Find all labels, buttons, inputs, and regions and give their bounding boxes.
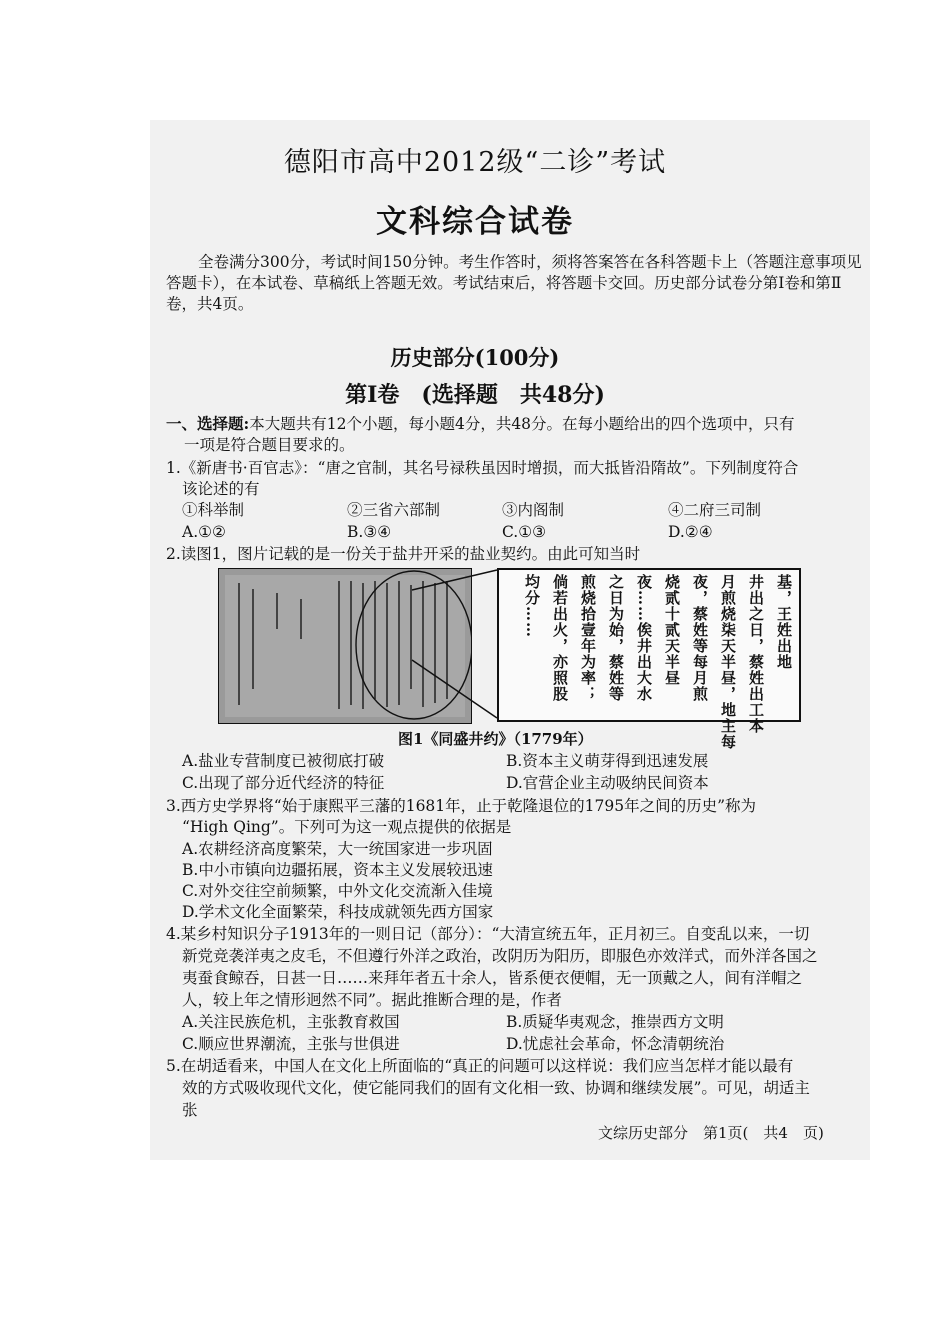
q1-stem-cont: 该论述的有 xyxy=(182,480,260,498)
transcript-column: 之日为始，蔡姓等 xyxy=(607,574,625,702)
q1-option-c: C.①③ xyxy=(502,523,547,541)
q5-stem-cont: 效的方式吸收现代文化，使它能同我们的固有文化相一致、协调和继续发展”。可见，胡适主 xyxy=(182,1079,810,1097)
q2-stem: 2.读图1，图片记载的是一份关于盐井开采的盐业契约。由此可知当时 xyxy=(166,545,641,563)
q2-option-b: B.资本主义萌芽得到迅速发展 xyxy=(506,752,709,770)
q5-stem-cont: 张 xyxy=(182,1101,198,1119)
part-title: 第Ⅰ卷 (选择题 共48分) xyxy=(345,382,605,408)
q1-item: ③内阁制 xyxy=(502,501,565,519)
q3-stem-cont: “High Qing”。下列可为这一观点提供的依据是 xyxy=(182,818,512,836)
transcript-column: 煎烧拾壹年为率； xyxy=(579,574,597,702)
q5-stem: 5.在胡适看来，中国人在文化上所面临的“真正的问题可以这样说：我们应当怎样才能以最有 xyxy=(166,1057,794,1075)
transcript-column: 倘若出火，亦照股 xyxy=(551,574,569,702)
q4-option-d: D.忧虑社会革命，怀念清朝统治 xyxy=(506,1035,725,1053)
q4-stem-cont: 新党竞袭洋夷之皮毛，不但遵行外洋之政治，改阴历为阳历，即服色亦效洋式，而外洋各国之 xyxy=(182,947,818,965)
q3-option-d: D.学术文化全面繁荣，科技成就领先西方国家 xyxy=(182,903,494,921)
contract-transcription xyxy=(497,568,801,750)
transcript-column: 夜……俟井出大水 xyxy=(635,574,653,702)
exam-subtitle: 文科综合试卷 xyxy=(376,204,574,240)
transcript-column: 基，王姓出地 xyxy=(775,574,793,670)
q3-option-a: A.农耕经济高度繁荣，大一统国家进一步巩固 xyxy=(182,840,493,858)
intro-paragraph: 全卷满分300分，考试时间150分钟。考生作答时，须将答案答在各科答题卡上（答题注意事项见答题卡），在本试卷、草稿纸上答题无效。考试结束后，将答题卡交回。历史部分试卷分第Ⅰ卷和第Ⅱ卷，共4页。 xyxy=(166,253,862,313)
q2-option-a: A.盐业专营制度已被彻底打破 xyxy=(182,752,385,770)
q4-stem: 4.某乡村知识分子1913年的一则日记（部分）：“大清宣统五年，正月初三。自变乱以来，一切 xyxy=(166,925,810,943)
q1-item: ①科举制 xyxy=(182,501,245,519)
q3-option-c: C.对外交往空前频繁，中外文化交流渐入佳境 xyxy=(182,882,493,900)
q1-option-d: D.②④ xyxy=(668,523,713,541)
q1-option-b: B.③④ xyxy=(347,523,392,541)
q2-option-d: D.官营企业主动吸纳民间资本 xyxy=(506,774,709,792)
exam-title: 德阳市高中2012级“二诊”考试 xyxy=(283,147,667,178)
q4-option-c: C.顺应世界潮流，主张与世俱进 xyxy=(182,1035,400,1053)
q4-stem-cont: 人，较上年之情形迥然不同”。据此推断合理的是，作者 xyxy=(182,991,562,1009)
q1-item: ②三省六部制 xyxy=(347,501,441,519)
transcript-column: 月煎烧柒天半昼，地主每 xyxy=(719,574,737,750)
transcript-column: 均分…… xyxy=(523,574,541,638)
instruction: 一、选择题:本大题共有12个小题，每小题4分，共48分。在每小题给出的四个选项中，只有 xyxy=(166,414,795,433)
q3-option-b: B.中小市镇向边疆拓展，资本主义发展较迅速 xyxy=(182,861,493,879)
q3-stem: 3.西方史学界将“始于康熙平三藩的1681年，止于乾隆退位的1795年之间的历史”称为 xyxy=(166,797,757,815)
q2-option-c: C.出现了部分近代经济的特征 xyxy=(182,774,385,792)
q4-stem-cont: 夷蚕食鲸吞，日甚一日……来拜年者五十余人，皆系便衣便帽，无一顶戴之人，间有洋帽之 xyxy=(182,969,803,987)
q1-item: ④二府三司制 xyxy=(668,501,762,519)
q1-stem: 1.《新唐书·百官志》：“唐之官制，其名号禄秩虽因时增损，而大抵皆沿隋故”。下列制度符合 xyxy=(166,459,799,477)
q4-option-b: B.质疑华夷观念，推崇西方文明 xyxy=(506,1013,724,1031)
page-footer: 文综历史部分 第1页( 共4 页) xyxy=(598,1124,824,1142)
q4-option-a: A.关注民族危机，主张教育救国 xyxy=(182,1013,400,1031)
figure-caption: 图1《同盛井约》（1779年） xyxy=(398,730,593,748)
q1-option-a: A.①② xyxy=(182,523,226,541)
instruction-cont: 一项是符合题目要求的。 xyxy=(184,436,355,454)
transcript-column: 井出之日，蔡姓出工本 xyxy=(747,574,765,734)
transcript-column: 夜，蔡姓等每月煎 xyxy=(691,574,709,702)
transcript-column: 烧贰十贰天半昼 xyxy=(663,574,681,686)
section-title: 历史部分(100分) xyxy=(390,345,560,370)
